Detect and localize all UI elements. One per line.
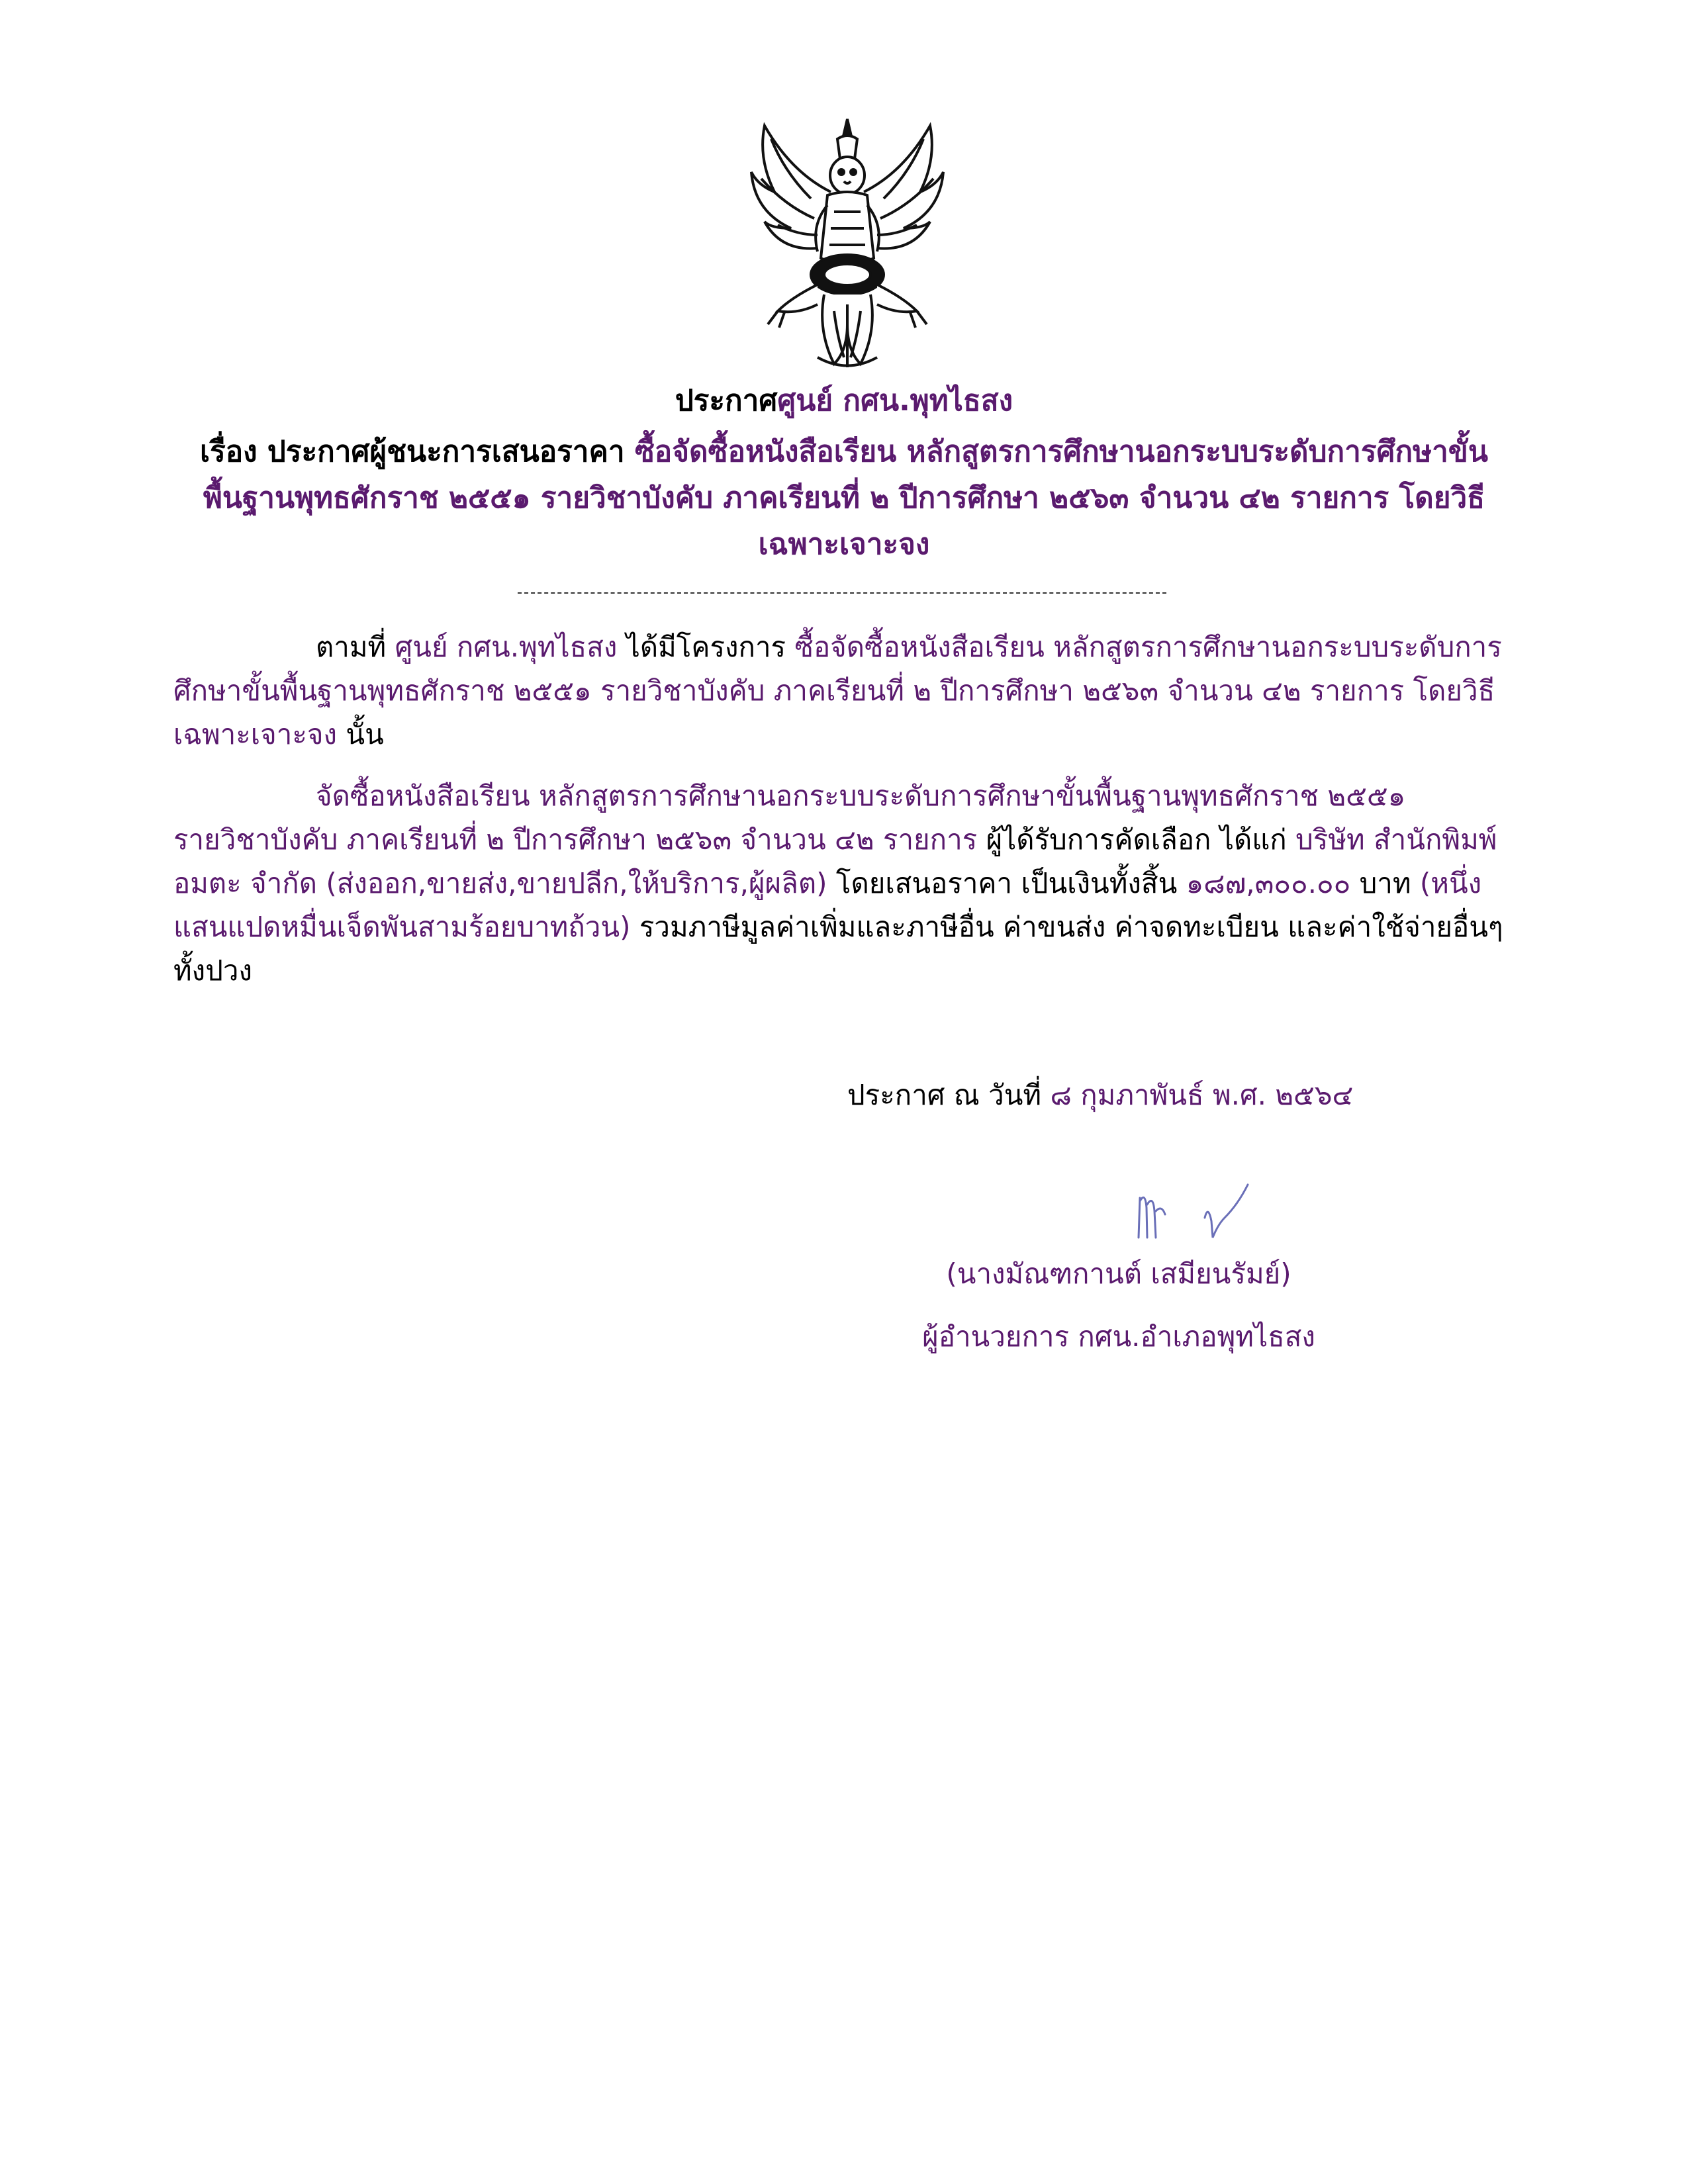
p1-mid: ได้มีโครงการ (617, 631, 795, 663)
p1-suffix: นั้น (337, 718, 384, 751)
garuda-emblem-icon (738, 113, 957, 374)
page-title (0, 381, 1688, 422)
p2-baht: บาท (1350, 867, 1420, 899)
p2-vendor: บริษัท สำนักพิมพ์อมตะ จำกัด (ส่งออก,ขายส่ง,ขายปลีก,ให้บริการ,ผู้ผลิต) (173, 823, 1497, 899)
subject-main: ซื้อจัดซื้อหนังสือเรียน หลักสูตรการศึกษานอกระบบระดับการศึกษาขั้นพื้นฐานพุทธศักราช ๒๕๕๑ รายวิชาบังคับ ภาคเรียนที่ ๒ ปีการศึกษา ๒๕๖๓ จำนวน ๔๒ รายการ โดยวิธีเฉพาะเจาะจง (203, 435, 1488, 561)
date-label: ประกาศ ณ วันที่ (847, 1079, 1051, 1111)
signature-mark (1125, 1178, 1258, 1251)
p1-prefix: ตามที่ (316, 631, 395, 663)
signer-name: (นางมัณฑกานต์ เสมียนรัมย์) (946, 1257, 1291, 1290)
date-value: ๘ กุมภาพันธ์ พ.ศ. ๒๕๖๔ (1050, 1079, 1354, 1111)
p2-amount: ๑๘๗,๓๐๐.๐๐ (1186, 867, 1351, 899)
p2-selected: ผู้ได้รับการคัดเลือก ได้แก่ (977, 823, 1296, 856)
p2-tail: รวมภาษีมูลค่าเพิ่มและภาษีอื่น ค่าขนส่ง ค่าจดทะเบียน และค่าใช้จ่ายอื่นๆ ทั้งปวง (173, 911, 1503, 987)
subject-heading (199, 429, 1489, 568)
p2-price-label: โดยเสนอราคา เป็นเงินทั้งสิ้น (827, 867, 1186, 899)
signer-position: ผู้อำนวยการ กศน.อำเภอพุทไธสง (922, 1320, 1315, 1353)
announcement-date (847, 1075, 1353, 1115)
p1-organization: ศูนย์ กศน.พุทไธสง (395, 631, 618, 663)
title-prefix: ประกาศ (675, 384, 778, 418)
paragraph-project (173, 625, 1504, 756)
p2-item: จัดซื้อหนังสือเรียน หลักสูตรการศึกษานอกระบบระดับการศึกษาขั้นพื้นฐานพุทธศักราช ๒๕๕๑ รายวิชาบังคับ ภาคเรียนที่ ๒ ปีการศึกษา ๒๕๖๓ จำนวน ๔๒ รายการ (173, 780, 1406, 856)
paragraph-award (173, 774, 1504, 993)
divider (518, 592, 1166, 594)
p2-amount-words: (หนึ่งแสนแปดหมื่นเจ็ดพันสามร้อยบาทถ้วน) (173, 867, 1482, 943)
p1-project: ซื้อจัดซื้อหนังสือเรียน หลักสูตรการศึกษานอกระบบระดับการศึกษาขั้นพื้นฐานพุทธศักราช ๒๕๕๑ รายวิชาบังคับ ภาคเรียนที่ ๒ ปีการศึกษา ๒๕๖๓ จำนวน ๔๒ รายการ โดยวิธีเฉพาะเจาะจง (173, 631, 1502, 751)
subject-prefix: เรื่อง ประกาศผู้ชนะการเสนอราคา (200, 435, 635, 469)
title-organization: ศูนย์ กศน.พุทไธสง (777, 384, 1013, 418)
